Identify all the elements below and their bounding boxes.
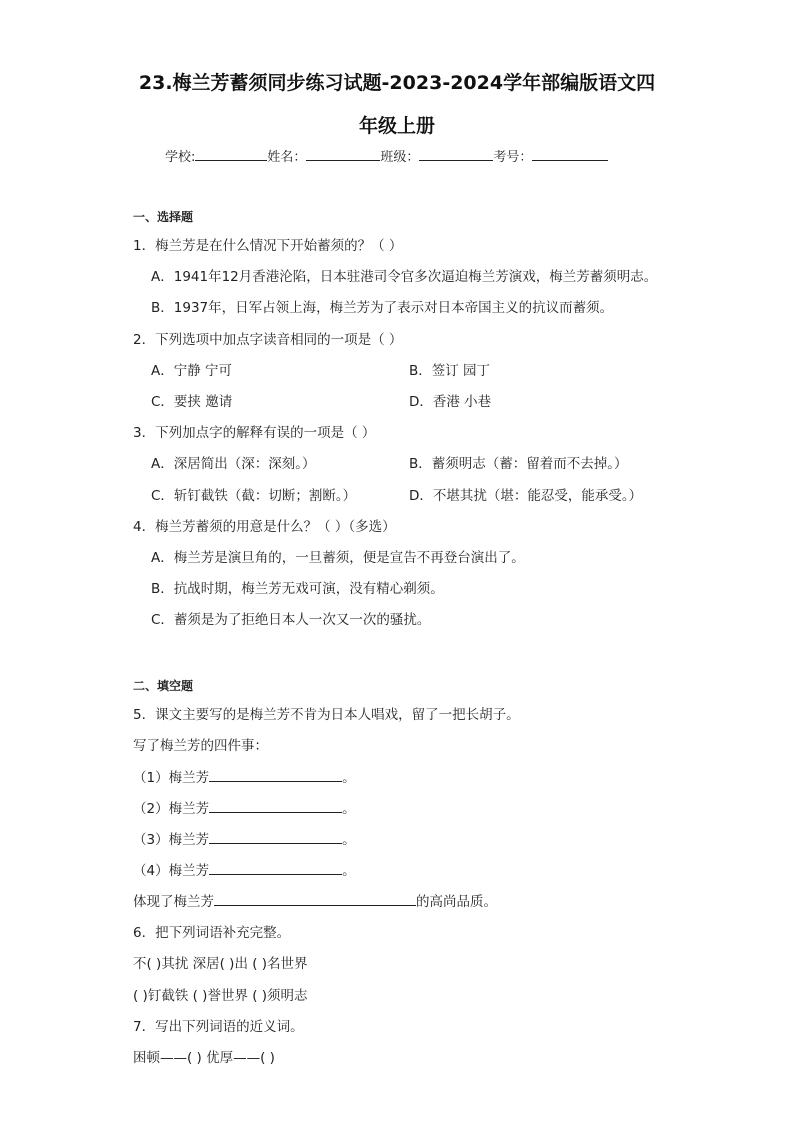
- question-2-option-b[interactable]: B．签订 园丁: [409, 363, 491, 379]
- student-info-row: [165, 146, 608, 165]
- item-label: （4）梅兰芳: [133, 863, 210, 879]
- title-line-1: 23.梅兰芳蓄须同步练习试题-2023-2024学年部编版语文四: [138, 72, 656, 94]
- question-1-option-b[interactable]: B．1937年，日军占领上海，梅兰芳为了表示对日本帝国主义的抗议而蓄须。: [151, 300, 614, 316]
- question-5-item-4: [133, 859, 356, 879]
- conclusion-suffix: 的高尚品质。: [416, 894, 497, 910]
- question-3-option-d[interactable]: D．不堪其扰（堪：能忍受，能承受。）: [409, 488, 643, 504]
- item-end: 。: [342, 801, 356, 817]
- answer-blank[interactable]: [209, 829, 342, 844]
- answer-blank[interactable]: [209, 767, 342, 782]
- question-5-intro: 写了梅兰芳的四件事：: [133, 738, 268, 754]
- question-2-option-d[interactable]: D．香港 小巷: [409, 394, 492, 410]
- question-6-row-2[interactable]: ( )钉截铁 ( )誉世界 ( )须明志: [133, 988, 308, 1004]
- name-label: 姓名：: [267, 150, 307, 165]
- question-4-option-a[interactable]: A．梅兰芳是演旦角的，一旦蓄须，便是宣告不再登台演出了。: [151, 550, 525, 566]
- item-label: （3）梅兰芳: [133, 832, 210, 848]
- question-7-row[interactable]: 困顿——( ) 优厚——( ): [133, 1050, 275, 1066]
- class-blank[interactable]: [419, 148, 493, 161]
- question-5-item-1: [133, 766, 356, 786]
- class-label: 班级：: [380, 150, 420, 165]
- number-blank[interactable]: [532, 148, 608, 161]
- question-7-stem: 7．写出下列词语的近义词。: [133, 1019, 304, 1035]
- question-1-option-a[interactable]: A．1941年12月香港沦陷，日本驻港司令官多次逼迫梅兰芳演戏，梅兰芳蓄须明志。: [151, 269, 658, 285]
- question-3-option-c[interactable]: C．斩钉截铁（截：切断；割断。）: [151, 488, 357, 504]
- question-5-conclusion: [133, 890, 497, 910]
- question-2-stem: 2．下列选项中加点字读音相同的一项是（ ）: [133, 332, 403, 348]
- item-end: 。: [342, 863, 356, 879]
- question-6-row-1[interactable]: 不( )其扰 深居( )出 ( )名世界: [133, 956, 308, 972]
- question-5-stem: 5．课文主要写的是梅兰芳不肯为日本人唱戏，留了一把长胡子。: [133, 707, 520, 723]
- question-2-option-c[interactable]: C．要挟 邀请: [151, 394, 233, 410]
- section-1-heading: 一、选择题: [133, 210, 194, 224]
- question-3-stem: 3．下列加点字的解释有误的一项是（ ）: [133, 425, 376, 441]
- school-blank[interactable]: [195, 148, 267, 161]
- conclusion-prefix: 体现了梅兰芳: [133, 894, 214, 910]
- question-6-stem: 6．把下列词语补充完整。: [133, 925, 291, 941]
- question-4-stem: 4．梅兰芳蓄须的用意是什么？（ ）（多选）: [133, 519, 396, 535]
- school-label: 学校:: [165, 150, 196, 165]
- question-1-stem: 1．梅兰芳是在什么情况下开始蓄须的？（ ）: [133, 238, 403, 254]
- answer-blank[interactable]: [209, 860, 342, 875]
- question-3-option-b[interactable]: B．蓄须明志（蓄：留着而不去掉。）: [409, 456, 628, 472]
- section-2-heading: 二、填空题: [133, 679, 194, 693]
- answer-blank[interactable]: [209, 798, 342, 813]
- title-line-2: 年级上册: [358, 115, 435, 137]
- question-3-option-a[interactable]: A．深居简出（深：深刻。）: [151, 456, 316, 472]
- item-label: （1）梅兰芳: [133, 770, 210, 786]
- conclusion-blank[interactable]: [214, 891, 416, 906]
- question-4-option-b[interactable]: B．抗战时期，梅兰芳无戏可演，没有精心剃须。: [151, 581, 444, 597]
- name-blank[interactable]: [306, 148, 380, 161]
- item-label: （2）梅兰芳: [133, 801, 210, 817]
- number-label: 考号：: [493, 150, 533, 165]
- question-4-option-c[interactable]: C．蓄须是为了拒绝日本人一次又一次的骚扰。: [151, 612, 431, 628]
- item-end: 。: [342, 832, 356, 848]
- item-end: 。: [342, 770, 356, 786]
- question-2-option-a[interactable]: A．宁静 宁可: [151, 363, 233, 379]
- question-5-item-2: [133, 797, 356, 817]
- question-5-item-3: [133, 828, 356, 848]
